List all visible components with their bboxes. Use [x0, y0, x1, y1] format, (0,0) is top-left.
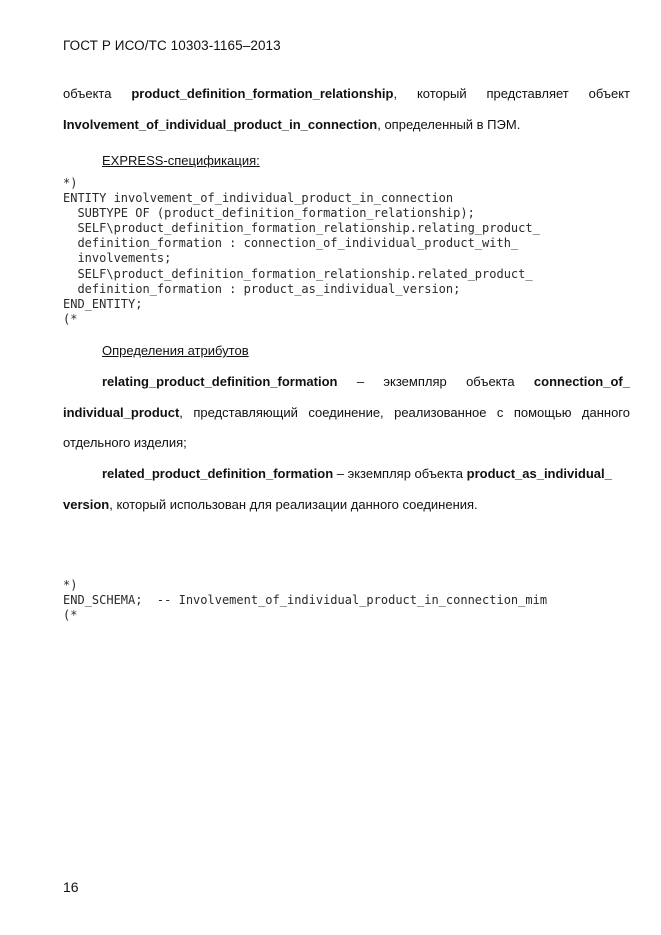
- attribute-name: relating_product_definition_formation: [102, 374, 338, 389]
- code-line: (*: [63, 311, 78, 326]
- word: экземпляр: [383, 374, 447, 389]
- attr1-line-1: [63, 374, 630, 390]
- entity-name: product_definition_formation_relationship,: [131, 86, 398, 101]
- express-code-block: [63, 176, 540, 327]
- code-line: END_ENTITY;: [63, 296, 143, 311]
- word: соединение,: [308, 405, 384, 420]
- code-line: END_SCHEMA; -- Involvement_of_individual_product_in_connection_mim: [63, 593, 548, 608]
- entity-name: individual_product,: [63, 405, 183, 420]
- attr2-text: , который использован для реализации данного соединения.: [109, 497, 478, 512]
- word: который: [416, 86, 467, 101]
- entity-name: Involvement_of_individual_product_in_connection: [63, 117, 378, 132]
- code-line: *): [63, 176, 78, 190]
- dash: –: [356, 374, 365, 389]
- word: представляющий: [193, 405, 298, 420]
- code-line: SELF\product_definition_formation_relationship.relating_product_: [63, 221, 540, 236]
- code-line: SELF\product_definition_formation_relationship.related_product_: [63, 266, 533, 281]
- attr1-line-3: отдельного изделия;: [63, 435, 187, 450]
- word: данного: [581, 405, 630, 420]
- word: объекта: [63, 86, 112, 101]
- word: объекта: [466, 374, 515, 389]
- page-number: 16: [63, 879, 79, 895]
- word: представляет: [486, 86, 569, 101]
- express-heading: EXPRESS-спецификация:: [102, 153, 260, 168]
- code-line: SUBTYPE OF (product_definition_formation_relationship);: [63, 206, 475, 221]
- attr2-line-2: [63, 497, 630, 513]
- intro-line-2: [63, 117, 630, 133]
- word: с: [496, 405, 504, 420]
- code-line: *): [63, 578, 78, 592]
- end-schema-code-block: [63, 578, 547, 623]
- entity-name: version: [63, 497, 110, 512]
- code-line: definition_formation : product_as_individual_version;: [63, 281, 461, 296]
- word: помощью: [513, 405, 572, 420]
- document-header: ГОСТ Р ИСО/ТС 10303-1165–2013: [63, 38, 281, 53]
- attr2-text: – экземпляр объекта: [333, 466, 467, 481]
- attribute-name: related_product_definition_formation: [102, 466, 334, 481]
- code-line: ENTITY involvement_of_individual_product_in_connection: [63, 191, 454, 206]
- word: объект: [588, 86, 630, 101]
- word: реализованное: [394, 405, 487, 420]
- code-line: definition_formation : connection_of_individual_product_with_: [63, 236, 519, 251]
- code-line: involvements;: [63, 251, 172, 266]
- attr1-line-2: [63, 405, 630, 421]
- attr2-line-1: [102, 466, 630, 482]
- attributes-heading: Определения атрибутов: [102, 343, 249, 358]
- intro-line-1: [63, 86, 630, 102]
- entity-name: connection_of_: [533, 374, 630, 389]
- intro-text: , определенный в ПЭМ.: [377, 117, 521, 132]
- code-line: (*: [63, 608, 78, 623]
- entity-name: product_as_individual_: [466, 466, 612, 481]
